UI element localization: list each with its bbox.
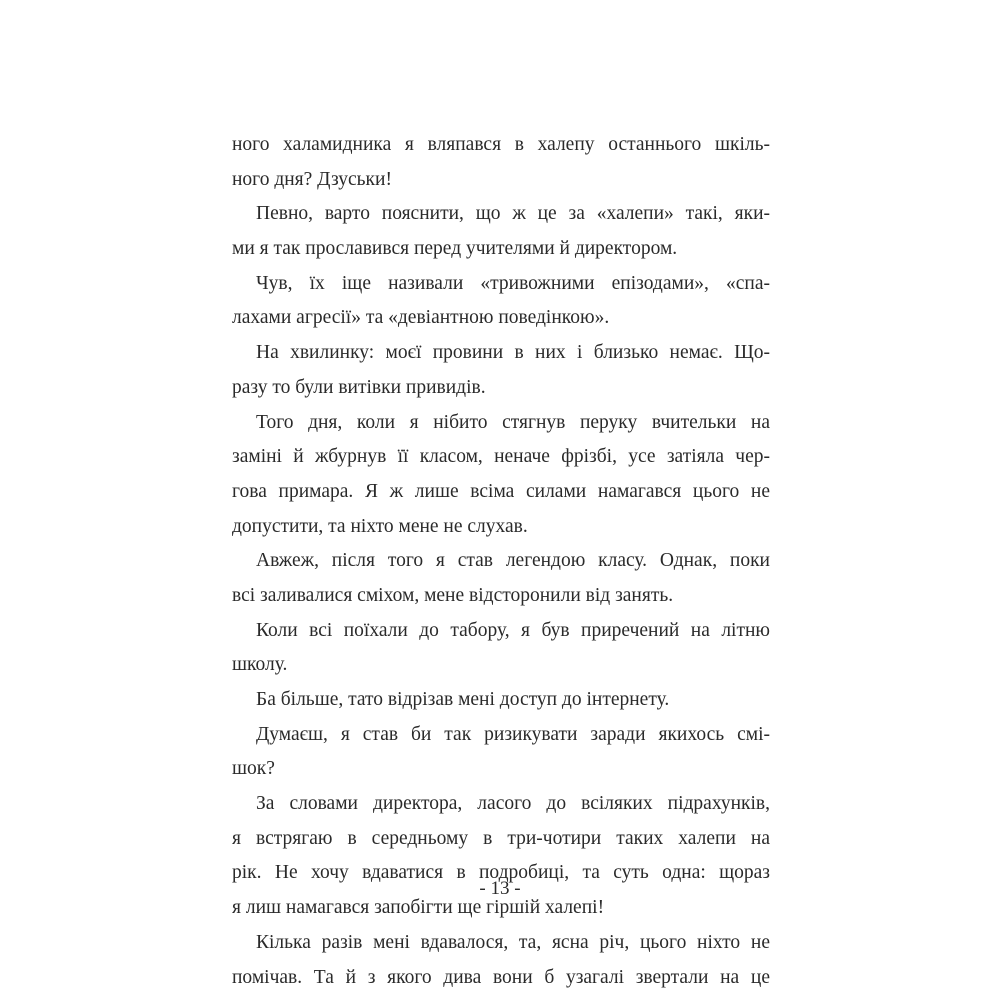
text-line: ного дня? Дзуськи! xyxy=(232,168,392,190)
text-line: я лиш намагався запобігти ще гіршій халепі! xyxy=(232,897,605,919)
text-line: допустити, та ніхто мене не слухав. xyxy=(232,515,528,537)
text-line: лахами агресії» та «девіантною поведінкою». xyxy=(232,307,610,329)
text-line: заміні й жбурнув її класом, неначе фрізбі, усе затіяла чер- xyxy=(232,446,770,468)
text-line: всі заливалися сміхом, мене відсторонили від занять. xyxy=(232,584,674,606)
text-line: шок? xyxy=(232,758,275,780)
text-line: Кілька разів мені вдавалося, та, ясна річ, цього ніхто не xyxy=(256,931,770,953)
text-line: помічав. Та й з якого дива вони б узагалі звертали на це xyxy=(232,966,770,988)
text-line: Ба більше, тато відрізав мені доступ до інтернету. xyxy=(256,689,670,710)
text-line: рік. Не хочу вдаватися в подробиці, та суть одна: щораз xyxy=(232,862,770,884)
text-line: разу то були витівки привидів. xyxy=(232,376,486,398)
text-line: За словами директора, ласого до всіляких підрахунків, xyxy=(256,793,770,815)
text-line: гова примара. Я ж лише всіма силами намагався цього не xyxy=(232,480,770,502)
text-line: Коли всі поїхали до табору, я був приречений на літню xyxy=(256,619,770,641)
text-line: На хвилинку: моєї провини в них і близько немає. Що- xyxy=(256,342,770,364)
text-line: школу. xyxy=(232,654,288,676)
page-number: - 13 - xyxy=(479,878,521,899)
text-line: я встрягаю в середньому в три-чотири таких халепи на xyxy=(232,827,770,849)
text-line: Того дня, коли я нібито стягнув перуку вчительки на xyxy=(256,411,770,433)
text-line: Авжеж, після того я став легендою класу. Однак, поки xyxy=(256,550,770,572)
text-line: ного халамидника я вляпався в халепу останнього шкіль- xyxy=(232,134,770,155)
body-text xyxy=(232,128,770,995)
text-line: ми я так прославився перед учителями й директором. xyxy=(232,238,678,260)
text-line: Певно, варто пояснити, що ж це за «халепи» такі, яки- xyxy=(256,203,770,225)
text-line: Думаєш, я став би так ризикувати заради якихось смі- xyxy=(256,723,770,745)
text-line: Чув, їх іще називали «тривожними епізодами», «спа- xyxy=(256,272,770,294)
